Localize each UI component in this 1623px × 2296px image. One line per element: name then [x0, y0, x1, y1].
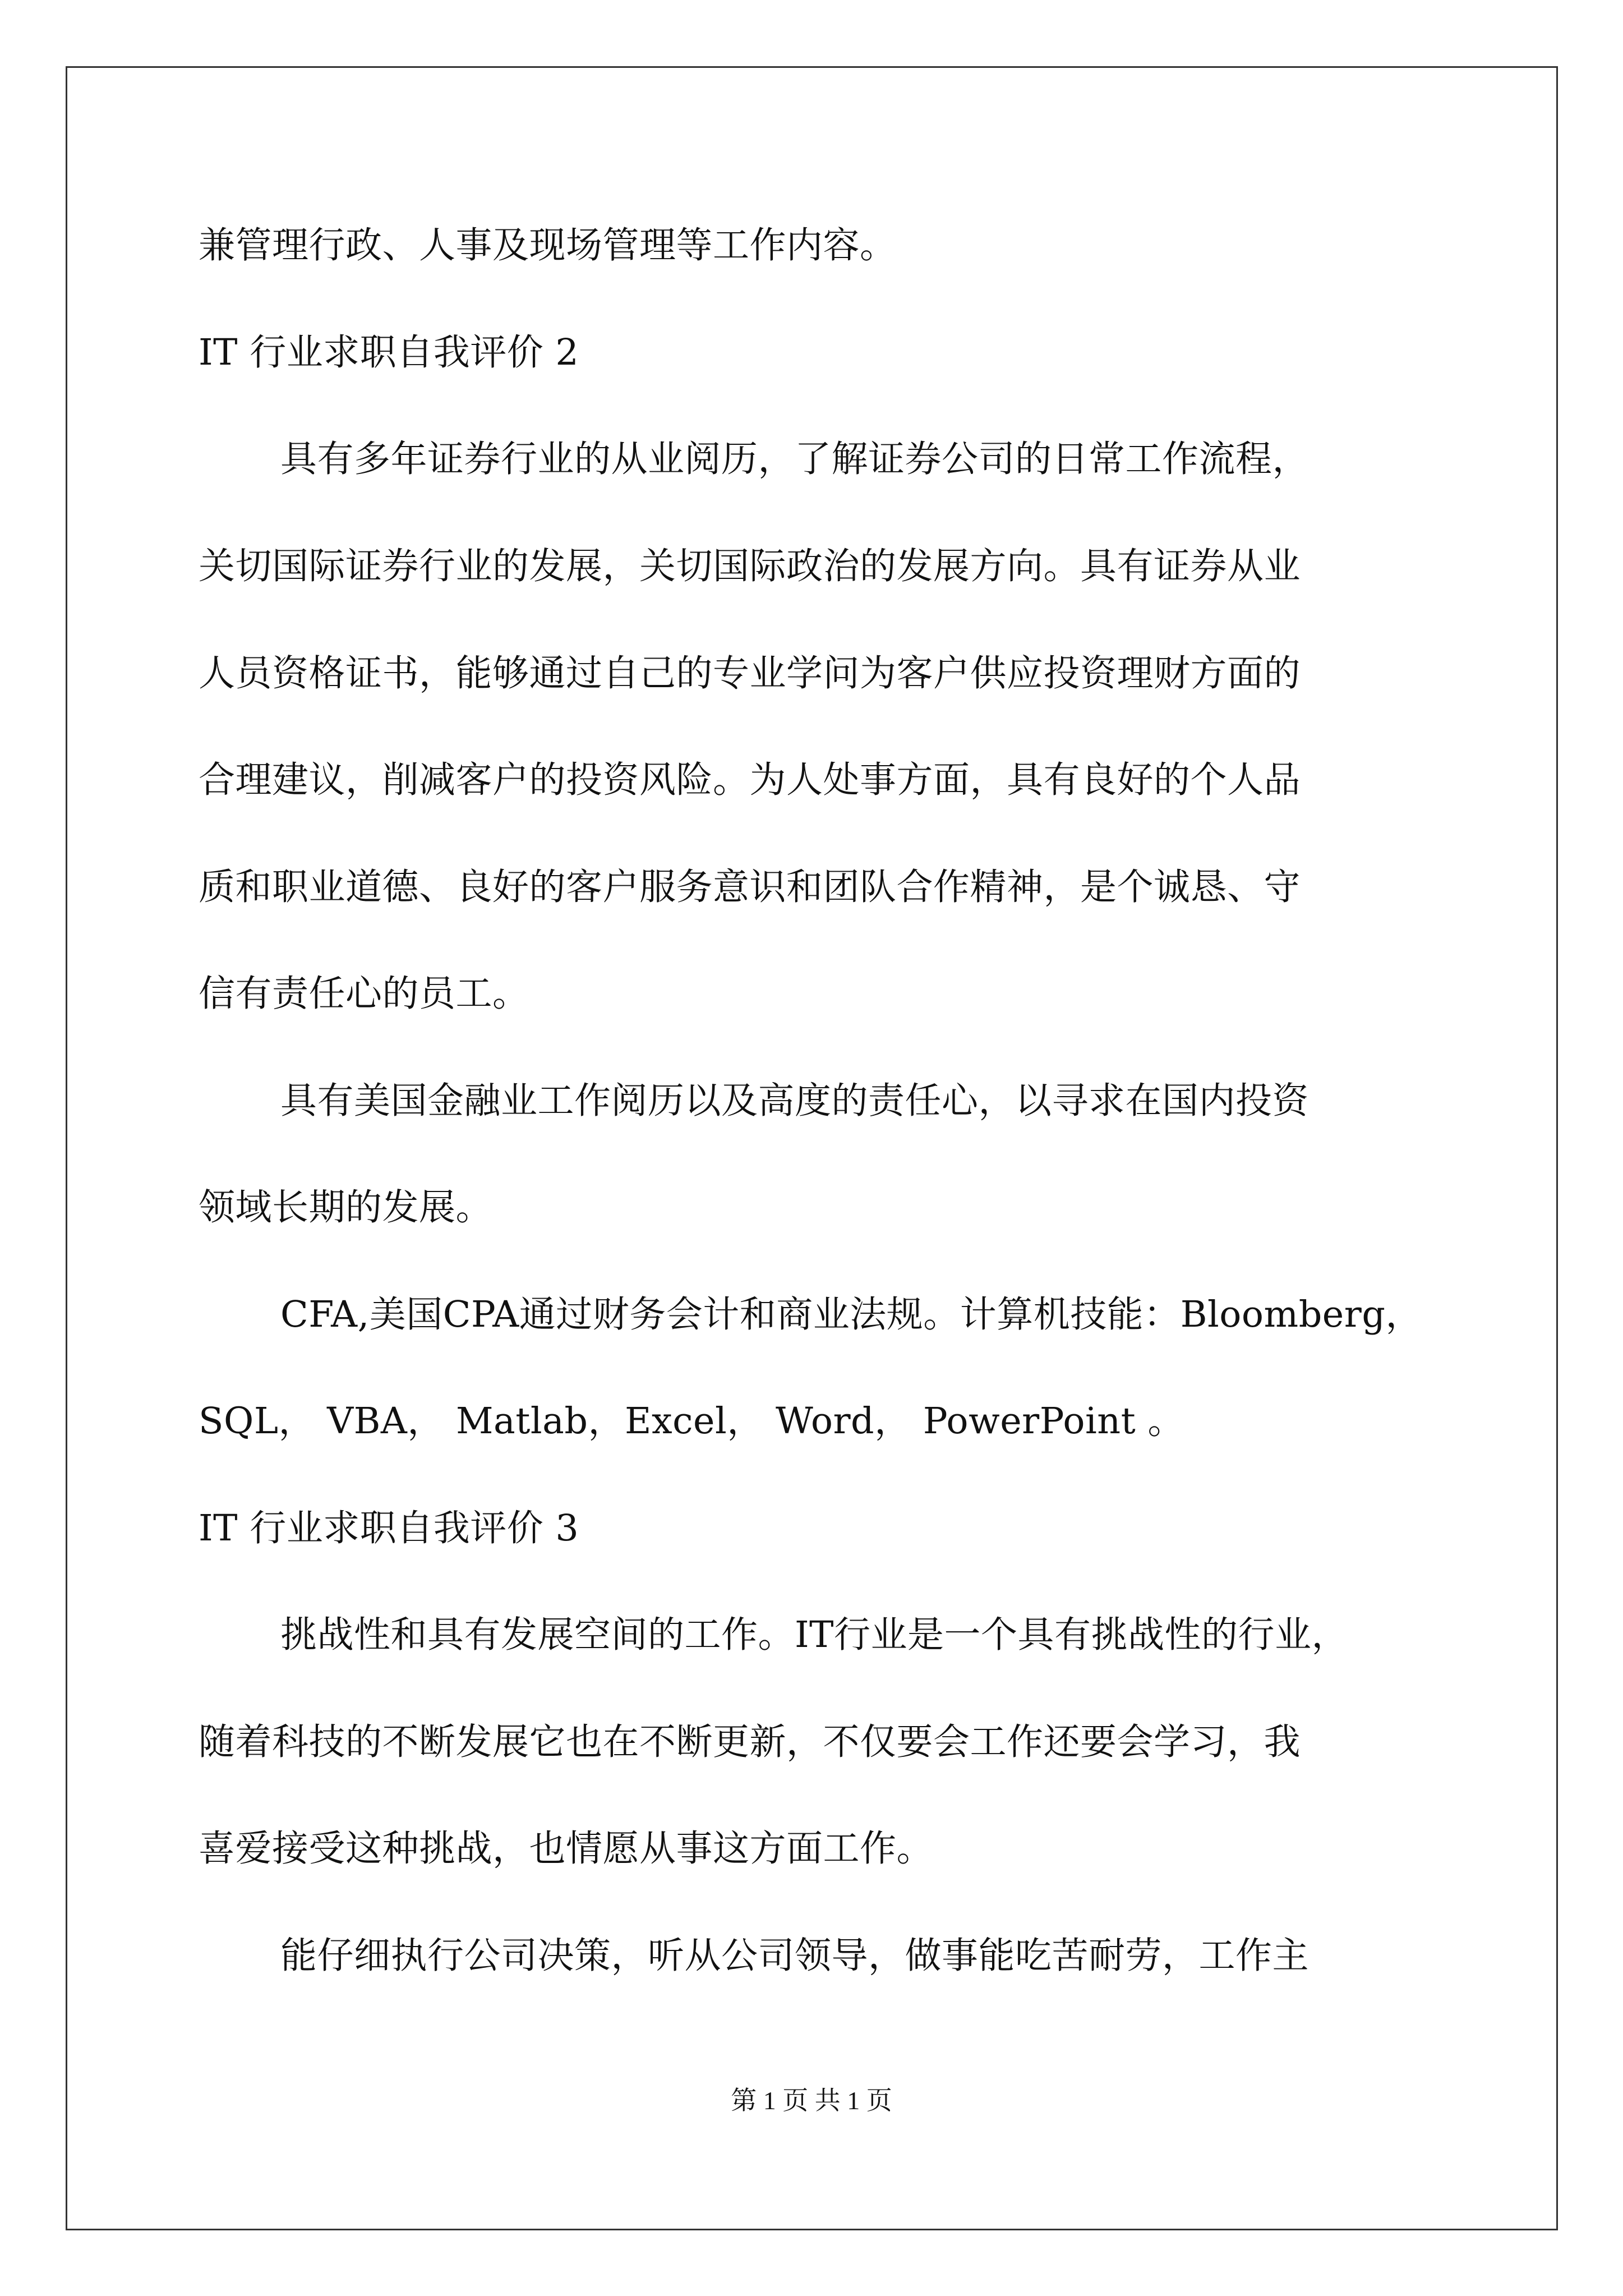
paragraph-line: 具有多年证券行业的从业阅历，了解证券公司的日常工作流程， [280, 438, 1310, 480]
page-number-footer: 第 1 页 共 1 页 [731, 2086, 892, 2115]
paragraph-line: 能仔细执行公司决策，听从公司领导，做事能吃苦耐劳，工作主 [280, 1935, 1310, 1977]
paragraph-line: 挑战性和具有发展空间的工作。IT行业是一个具有挑战性的行业， [280, 1614, 1349, 1656]
paragraph-line: 随着科技的不断发展它也在不断更新，不仅要会工作还要会学习，我 [199, 1721, 1301, 1763]
paragraph-line: CFA,美国CPA通过财务会计和商业法规。计算机技能：Bloomberg， [280, 1294, 1422, 1336]
paragraph-line: SQL， VBA， Matlab，Excel， Word， PowerPoint 。 [199, 1400, 1184, 1442]
section-heading: IT 行业求职自我评价 2 [199, 332, 579, 374]
paragraph-line: 具有美国金融业工作阅历以及高度的责任心，以寻求在国内投资 [280, 1080, 1310, 1122]
paragraph-line: 质和职业道德、良好的客户服务意识和团队合作精神，是个诚恳、守 [199, 866, 1301, 908]
paragraph-line: 人员资格证书，能够通过自己的专业学问为客户供应投资理财方面的 [199, 652, 1301, 694]
section-heading: IT 行业求职自我评价 3 [199, 1507, 579, 1549]
paragraph-line: 兼管理行政、人事及现场管理等工作内容。 [199, 224, 897, 266]
paragraph-line: 领域长期的发展。 [199, 1186, 493, 1228]
paragraph-line: 合理建议，削减客户的投资风险。为人处事方面，具有良好的个人品 [199, 759, 1301, 801]
paragraph-line: 信有责任心的员工。 [199, 973, 529, 1015]
page-border [66, 66, 1558, 2230]
paragraph-line: 关切国际证券行业的发展，关切国际政治的发展方向。具有证券从业 [199, 545, 1301, 587]
paragraph-line: 喜爱接受这种挑战，也情愿从事这方面工作。 [199, 1828, 934, 1870]
